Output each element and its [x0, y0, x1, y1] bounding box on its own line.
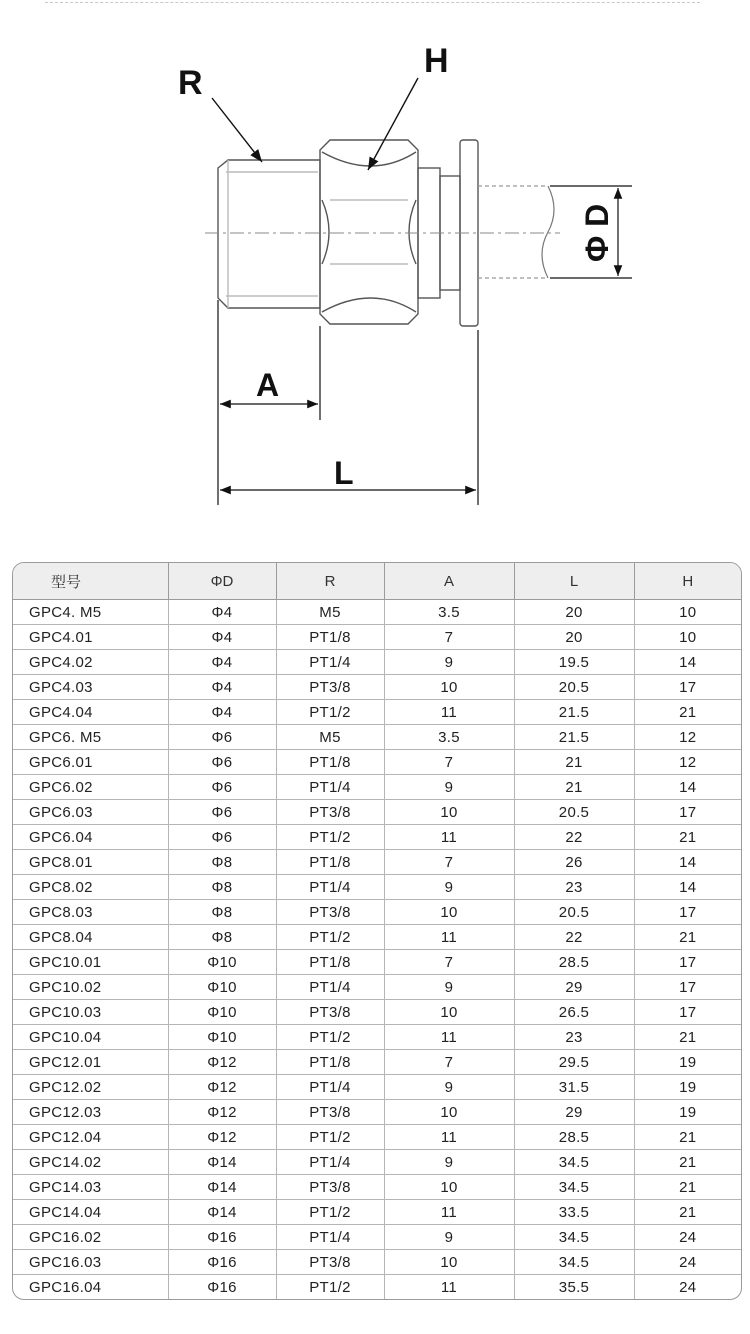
cell-a: 7: [384, 625, 514, 650]
cell-h: 24: [634, 1250, 741, 1275]
table-row: [13, 750, 741, 775]
r-leader: [212, 98, 262, 162]
cell-thread: PT1/2: [276, 825, 384, 850]
cell-h: 17: [634, 900, 741, 925]
cell-thread: PT1/4: [276, 650, 384, 675]
cell-diameter: Φ10: [168, 975, 276, 1000]
cell-diameter: Φ6: [168, 800, 276, 825]
cell-l: 26: [514, 850, 634, 875]
table-row: [13, 650, 741, 675]
table-row: [13, 1100, 741, 1125]
cell-model: GPC14.04: [13, 1200, 168, 1225]
label-l: L: [334, 455, 354, 491]
cell-diameter: Φ12: [168, 1125, 276, 1150]
table-row: [13, 925, 741, 950]
header-h: H: [634, 563, 741, 600]
cell-diameter: Φ12: [168, 1050, 276, 1075]
tube: [478, 186, 554, 278]
cell-model: GPC12.02: [13, 1075, 168, 1100]
cell-h: 12: [634, 750, 741, 775]
cell-diameter: Φ6: [168, 725, 276, 750]
cell-diameter: Φ16: [168, 1225, 276, 1250]
cell-thread: PT1/2: [276, 1275, 384, 1300]
table-row: [13, 700, 741, 725]
cell-a: 10: [384, 1175, 514, 1200]
cell-diameter: Φ4: [168, 700, 276, 725]
table-row: [13, 850, 741, 875]
cell-model: GPC10.04: [13, 1025, 168, 1050]
spec-table: [13, 563, 741, 1299]
cell-model: GPC6. M5: [13, 725, 168, 750]
table-row: [13, 900, 741, 925]
cell-model: GPC4. M5: [13, 600, 168, 625]
table-header-row: [13, 563, 741, 600]
table-row: [13, 775, 741, 800]
cell-diameter: Φ12: [168, 1100, 276, 1125]
cell-h: 19: [634, 1050, 741, 1075]
cell-thread: PT1/2: [276, 700, 384, 725]
cell-a: 11: [384, 700, 514, 725]
cell-thread: PT1/4: [276, 1150, 384, 1175]
cell-h: 17: [634, 800, 741, 825]
cell-h: 24: [679, 1278, 697, 1296]
cell-h: 17: [634, 950, 741, 975]
cell-l: 20.5: [514, 800, 634, 825]
cell-model: GPC16.02: [13, 1225, 168, 1250]
cell-thread: PT3/8: [276, 800, 384, 825]
cell-h: 14: [634, 850, 741, 875]
cell-thread: PT1/8: [276, 750, 384, 775]
label-a: A: [256, 367, 280, 403]
cell-model: GPC10.01: [13, 950, 168, 975]
cell-a: 11: [384, 825, 514, 850]
cell-h: 21: [634, 925, 741, 950]
cell-thread: PT3/8: [276, 1000, 384, 1025]
cell-model: GPC10.03: [13, 1000, 168, 1025]
cell-thread: PT1/2: [276, 925, 384, 950]
cell-thread: PT1/2: [276, 1025, 384, 1050]
cell-thread: PT1/4: [276, 775, 384, 800]
cell-thread: PT3/8: [276, 1100, 384, 1125]
cell-thread: PT3/8: [276, 1250, 384, 1275]
cell-a: 11: [384, 1125, 514, 1150]
cell-diameter: Φ4: [168, 650, 276, 675]
cell-thread: PT1/8: [276, 1050, 384, 1075]
cell-thread: M5: [276, 725, 384, 750]
cell-model: GPC4.04: [13, 700, 168, 725]
cell-a: 9: [384, 975, 514, 1000]
cell-h: 10: [634, 600, 741, 625]
cell-l: 22: [514, 925, 634, 950]
cell-l: 29: [514, 1100, 634, 1125]
cell-h: 17: [634, 975, 741, 1000]
cell-l: 22: [514, 825, 634, 850]
cell-diameter: Φ16: [168, 1250, 276, 1275]
cell-a: 10: [384, 800, 514, 825]
cell-h: 24: [634, 1225, 741, 1250]
cell-l: 19.5: [514, 650, 634, 675]
cell-model: GPC16.04: [13, 1275, 168, 1300]
cell-model: GPC12.04: [13, 1125, 168, 1150]
cell-h: 17: [634, 675, 741, 700]
cell-l: 23: [514, 1025, 634, 1050]
cell-thread: PT1/2: [276, 1125, 384, 1150]
cell-l: 29: [514, 975, 634, 1000]
cell-model: GPC4.03: [13, 675, 168, 700]
cell-a: 9: [384, 775, 514, 800]
table-row: [13, 825, 741, 850]
label-r: R: [178, 64, 203, 102]
table-row: [13, 1025, 741, 1050]
cell-a: 9: [384, 1225, 514, 1250]
header-thread: R: [276, 563, 384, 600]
cell-a: 7: [384, 850, 514, 875]
cell-l: 31.5: [514, 1075, 634, 1100]
header-l: L: [514, 563, 634, 600]
cell-model: GPC6.04: [13, 825, 168, 850]
cell-diameter: Φ10: [168, 1000, 276, 1025]
cell-a: 10: [384, 900, 514, 925]
cell-h: 21: [634, 1125, 741, 1150]
cell-l: 20.5: [514, 675, 634, 700]
cell-diameter: Φ14: [168, 1150, 276, 1175]
cell-model: GPC4.01: [13, 625, 168, 650]
cell-l: 21.5: [514, 725, 634, 750]
cell-diameter: Φ10: [168, 950, 276, 975]
cell-h: 21: [634, 1200, 741, 1225]
cell-model: GPC14.03: [13, 1175, 168, 1200]
cell-diameter: Φ4: [168, 600, 276, 625]
table-row: [13, 1125, 741, 1150]
table-body: [13, 600, 741, 1300]
cell-thread: PT1/8: [276, 625, 384, 650]
h-leader: [368, 78, 418, 170]
cell-a: 3.5: [384, 725, 514, 750]
cell-diameter: Φ10: [168, 1025, 276, 1050]
table-row: [13, 1250, 741, 1275]
table-row: [13, 1075, 741, 1100]
cell-l: 34.5: [514, 1150, 634, 1175]
cell-a: 9: [384, 1150, 514, 1175]
cell-l: 21: [514, 750, 634, 775]
cell-thread: PT1/4: [276, 1225, 384, 1250]
cell-h: 17: [634, 1000, 741, 1025]
cell-thread: PT1/8: [276, 850, 384, 875]
cell-diameter: Φ6: [168, 825, 276, 850]
cell-a: 11: [384, 1025, 514, 1050]
header-model: 型号: [13, 563, 168, 600]
cell-model: GPC14.02: [13, 1150, 168, 1175]
cell-l: 35.5: [514, 1275, 634, 1300]
cell-l: 28.5: [514, 1125, 634, 1150]
cell-a: 9: [384, 1075, 514, 1100]
table-row: [13, 1275, 741, 1300]
cell-a: 9: [384, 650, 514, 675]
cell-thread: PT3/8: [276, 1175, 384, 1200]
cell-l: 23: [514, 875, 634, 900]
cell-a: 3.5: [384, 600, 514, 625]
cell-model: GPC12.01: [13, 1050, 168, 1075]
cell-model: GPC12.03: [13, 1100, 168, 1125]
cell-diameter: Φ16: [168, 1275, 276, 1300]
cell-diameter: Φ6: [168, 775, 276, 800]
cell-model: GPC8.03: [13, 900, 168, 925]
cell-thread: PT3/8: [276, 675, 384, 700]
cell-h: 12: [634, 725, 741, 750]
table-row: [13, 1050, 741, 1075]
cell-thread: PT1/4: [276, 975, 384, 1000]
header-a: A: [384, 563, 514, 600]
table-row: [13, 1000, 741, 1025]
cell-l: 34.5: [514, 1250, 634, 1275]
cell-model: GPC8.01: [13, 850, 168, 875]
cell-diameter: Φ14: [168, 1175, 276, 1200]
table-row: [13, 675, 741, 700]
table-row: [13, 800, 741, 825]
header-diameter: ΦD: [168, 563, 276, 600]
cell-diameter: Φ8: [168, 925, 276, 950]
table-row: [13, 600, 741, 625]
cell-diameter: Φ14: [168, 1200, 276, 1225]
cell-a: 10: [384, 1100, 514, 1125]
cell-h: 21: [634, 1175, 741, 1200]
cell-diameter: Φ8: [168, 875, 276, 900]
cell-a: 7: [384, 1050, 514, 1075]
label-d: Φ D: [579, 203, 615, 262]
cell-a: 11: [384, 1275, 514, 1300]
cell-thread: PT1/8: [276, 950, 384, 975]
cell-l: 34.5: [514, 1225, 634, 1250]
cell-a: 9: [384, 875, 514, 900]
cell-h: 19: [634, 1100, 741, 1125]
fitting-drawing: [0, 0, 750, 520]
cell-l: 20: [514, 625, 634, 650]
cell-h: 21: [634, 1025, 741, 1050]
cell-model: GPC6.03: [13, 800, 168, 825]
table-row: [13, 1150, 741, 1175]
cell-model: GPC6.01: [13, 750, 168, 775]
cell-model: GPC6.02: [13, 775, 168, 800]
cell-model: GPC4.02: [13, 650, 168, 675]
table-row: [13, 1200, 741, 1225]
cell-a: 11: [384, 925, 514, 950]
cell-thread: PT1/4: [276, 875, 384, 900]
cell-thread: PT1/4: [276, 1075, 384, 1100]
cell-h: 21: [634, 825, 741, 850]
cell-a: 10: [384, 675, 514, 700]
cell-thread: PT1/2: [276, 1200, 384, 1225]
cell-a: 7: [384, 750, 514, 775]
cell-a: 7: [384, 950, 514, 975]
cell-model: GPC10.02: [13, 975, 168, 1000]
cell-h: 14: [634, 775, 741, 800]
cell-l: 34.5: [514, 1175, 634, 1200]
cell-l: 28.5: [514, 950, 634, 975]
table-row: [13, 975, 741, 1000]
cell-diameter: Φ6: [168, 750, 276, 775]
cell-h: 10: [634, 625, 741, 650]
table-row: [13, 725, 741, 750]
cell-l: 20: [514, 600, 634, 625]
cell-l: 26.5: [514, 1000, 634, 1025]
cell-h: 19: [634, 1075, 741, 1100]
cell-model: GPC8.02: [13, 875, 168, 900]
cell-a: 10: [384, 1250, 514, 1275]
cell-diameter: Φ8: [168, 850, 276, 875]
cell-diameter: Φ4: [168, 625, 276, 650]
cell-thread: PT3/8: [276, 900, 384, 925]
cell-a: 11: [384, 1200, 514, 1225]
cell-diameter: Φ8: [168, 900, 276, 925]
table-row: [13, 875, 741, 900]
table-row: [13, 1175, 741, 1200]
cell-l: 20.5: [514, 900, 634, 925]
cell-thread: M5: [276, 600, 384, 625]
cell-h: 14: [634, 650, 741, 675]
thread-body: [218, 160, 320, 308]
cell-h: 14: [634, 875, 741, 900]
spec-table-container: [12, 562, 742, 1300]
cell-h: 21: [634, 700, 741, 725]
table-row: [13, 1225, 741, 1250]
label-h: H: [424, 42, 449, 80]
table-row: [13, 950, 741, 975]
cell-l: 29.5: [514, 1050, 634, 1075]
cell-h: 21: [634, 1150, 741, 1175]
cell-l: 21.5: [514, 700, 634, 725]
cell-diameter: Φ12: [168, 1075, 276, 1100]
cell-a: 10: [384, 1000, 514, 1025]
table-row: [13, 625, 741, 650]
cell-model: GPC8.04: [13, 925, 168, 950]
cell-l: 33.5: [514, 1200, 634, 1225]
cell-l: 21: [514, 775, 634, 800]
cell-diameter: Φ4: [168, 675, 276, 700]
cell-model: GPC16.03: [13, 1250, 168, 1275]
